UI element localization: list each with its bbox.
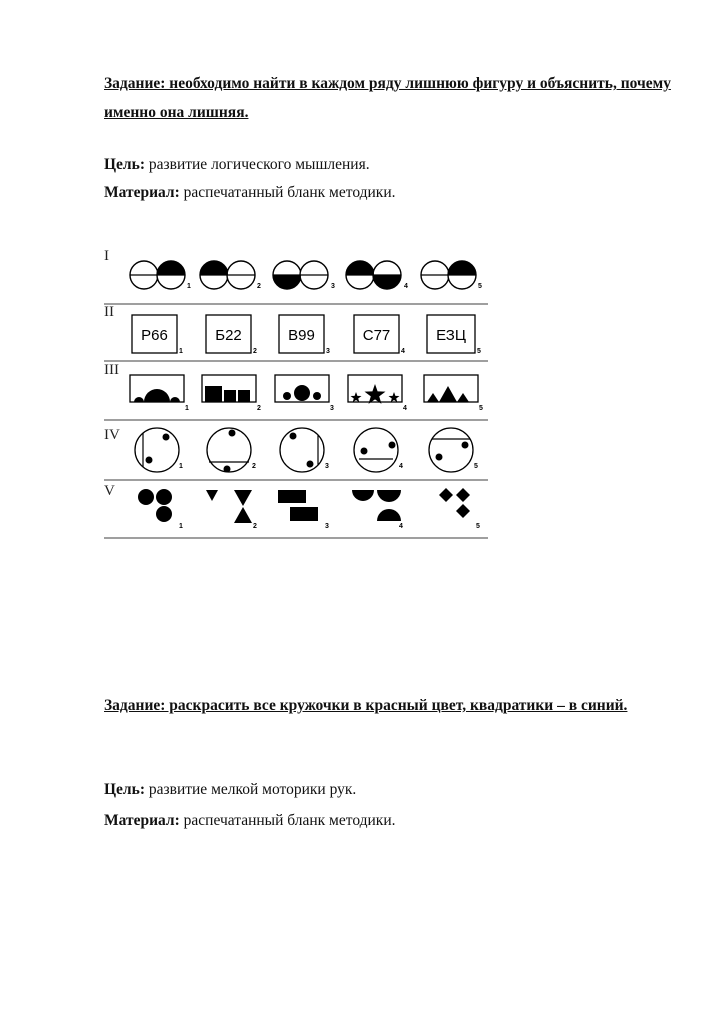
- row-1-item-1: [130, 261, 185, 289]
- svg-text:4: 4: [401, 348, 405, 355]
- row-3-item-3: [275, 375, 329, 402]
- svg-text:2: 2: [253, 348, 257, 355]
- svg-text:1: 1: [179, 523, 183, 530]
- goal-label: Цель:: [104, 781, 145, 798]
- row-3-item-5: [424, 375, 478, 402]
- svg-text:5: 5: [474, 463, 478, 470]
- svg-text:5: 5: [476, 523, 480, 530]
- row-2-item-2: [206, 315, 251, 353]
- row-3-item-1: [130, 375, 184, 402]
- row-1-item-4: [346, 261, 401, 289]
- material-text: распечатанный бланк методики.: [179, 812, 396, 829]
- odd-one-out-figure: [101, 245, 493, 540]
- box-label: Б22: [215, 327, 242, 344]
- row-label-4: IV: [104, 427, 120, 443]
- task-1-goal: [104, 156, 370, 174]
- row-label-1: I: [104, 248, 109, 264]
- box-label: ЕЗЦ: [436, 327, 466, 344]
- row-label-5: V: [104, 483, 115, 499]
- material-text: распечатанный бланк методики.: [179, 184, 396, 201]
- svg-text:4: 4: [399, 523, 403, 530]
- task-1-title: Задание: необходимо найти в каждом ряду лишнюю фигуру и объяснить, почему именно она лишняя.: [104, 75, 671, 121]
- box-label: С77: [362, 327, 391, 344]
- task-2-material: [104, 812, 396, 830]
- material-label: Материал:: [104, 184, 180, 201]
- box-label: Р66: [141, 327, 168, 344]
- row-4-item-2: [207, 428, 251, 473]
- row-1-item-2: [200, 261, 255, 289]
- row-1-item-3: [273, 261, 328, 289]
- svg-text:2: 2: [257, 405, 261, 412]
- goal-text: развитие логического мышления.: [145, 156, 370, 173]
- svg-text:1: 1: [179, 348, 183, 355]
- svg-text:5: 5: [478, 283, 482, 290]
- svg-text:3: 3: [325, 463, 329, 470]
- row-2-item-3: [279, 315, 324, 353]
- row-3-numbers: [185, 405, 483, 412]
- svg-text:2: 2: [252, 463, 256, 470]
- row-4-item-3: [280, 428, 324, 472]
- svg-text:3: 3: [326, 348, 330, 355]
- svg-text:2: 2: [253, 523, 257, 530]
- material-label: Материал:: [104, 812, 180, 829]
- svg-text:1: 1: [187, 283, 191, 290]
- row-label-3: III: [104, 362, 119, 378]
- svg-text:4: 4: [403, 405, 407, 412]
- box-label: В99: [288, 327, 315, 344]
- goal-text: развитие мелкой моторики рук.: [145, 781, 357, 798]
- task-1-material: [104, 184, 396, 202]
- row-4-item-4: [354, 428, 398, 472]
- row-4-item-5: [429, 428, 473, 472]
- svg-text:3: 3: [330, 405, 334, 412]
- row-5-item-3: [278, 490, 318, 521]
- svg-text:4: 4: [404, 283, 408, 290]
- row-5-item-4: [352, 490, 401, 521]
- row-5-item-1: [138, 489, 172, 522]
- svg-text:5: 5: [479, 405, 483, 412]
- row-5-numbers: [179, 523, 480, 530]
- svg-text:1: 1: [185, 405, 189, 412]
- svg-text:5: 5: [477, 348, 481, 355]
- row-2-item-4: [354, 315, 399, 353]
- row-2-item-5: [427, 315, 475, 353]
- row-label-2: II: [104, 304, 114, 320]
- row-5-item-5: [439, 488, 470, 518]
- svg-text:2: 2: [257, 283, 261, 290]
- svg-text:3: 3: [325, 523, 329, 530]
- task-2-title: Задание: раскрасить все кружочки в красный цвет, квадратики – в синий.: [104, 697, 628, 714]
- row-3-item-2: [202, 375, 256, 402]
- task-2-goal: [104, 781, 356, 799]
- row-4-item-1: [135, 428, 179, 472]
- goal-label: Цель:: [104, 156, 145, 173]
- row-1-item-5: [421, 261, 476, 289]
- row-5-item-2: [206, 490, 252, 523]
- svg-text:4: 4: [399, 463, 403, 470]
- svg-text:1: 1: [179, 463, 183, 470]
- row-3-item-4: [348, 375, 402, 404]
- row-2-item-1: [132, 315, 177, 353]
- svg-text:3: 3: [331, 283, 335, 290]
